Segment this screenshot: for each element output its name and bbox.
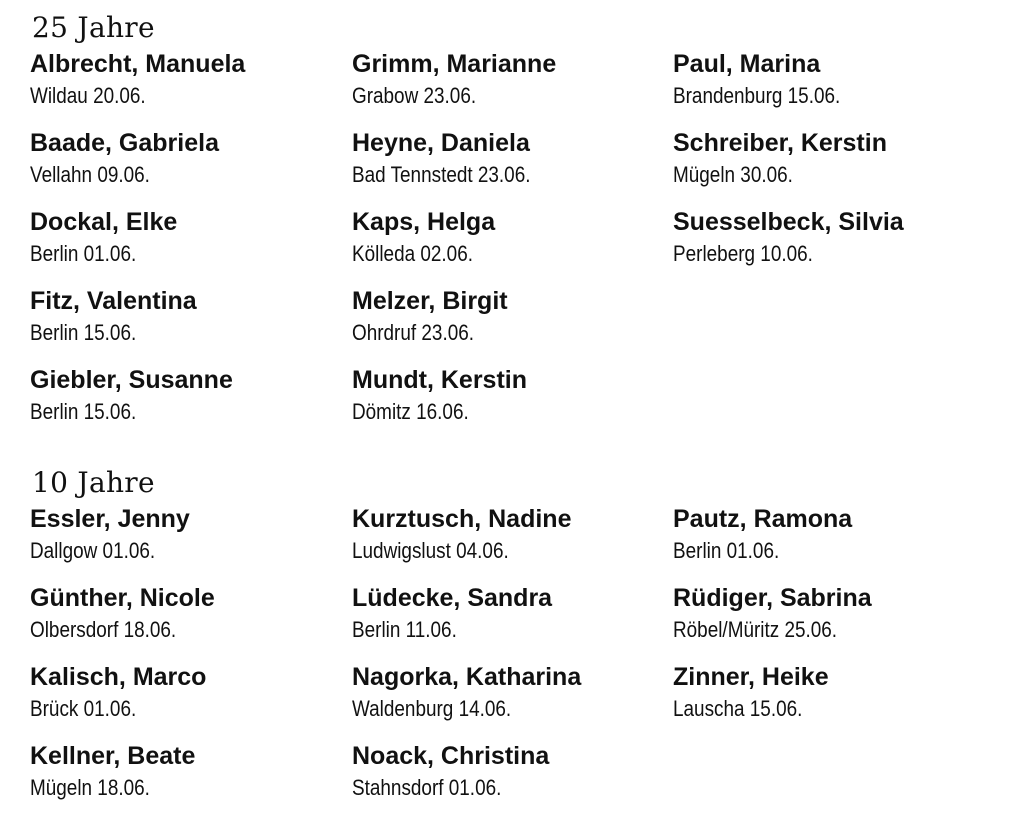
place-date: Berlin 01.06. bbox=[30, 241, 137, 266]
list-item bbox=[673, 582, 990, 661]
person-name: Dockal, Elke bbox=[30, 208, 178, 236]
place-date: Olbersdorf 18.06. bbox=[30, 617, 177, 642]
place-date: Grabow 23.06. bbox=[352, 83, 477, 108]
list-item bbox=[673, 127, 990, 206]
section-title: 10 Jahre bbox=[32, 466, 155, 499]
list-item bbox=[352, 206, 673, 285]
list-item bbox=[30, 503, 352, 582]
list-item bbox=[352, 661, 673, 740]
section-title: 25 Jahre bbox=[32, 11, 155, 44]
place-date: Mügeln 30.06. bbox=[673, 162, 793, 187]
list-item bbox=[30, 582, 352, 661]
person-name: Baade, Gabriela bbox=[30, 129, 219, 157]
list-item bbox=[673, 48, 990, 127]
list-item bbox=[30, 206, 352, 285]
person-name: Zinner, Heike bbox=[673, 663, 829, 691]
place-date: Perleberg 10.06. bbox=[673, 241, 813, 266]
person-name: Fitz, Valentina bbox=[30, 287, 197, 315]
list-item bbox=[352, 582, 673, 661]
list-item bbox=[352, 48, 673, 127]
list-item bbox=[30, 48, 352, 127]
person-name: Suesselbeck, Silvia bbox=[673, 208, 904, 236]
place-date: Ohrdruf 23.06. bbox=[352, 320, 475, 345]
anniversary-list bbox=[30, 48, 990, 443]
person-name: Paul, Marina bbox=[673, 50, 821, 78]
person-name: Kellner, Beate bbox=[30, 742, 196, 770]
person-name: Schreiber, Kerstin bbox=[673, 129, 887, 157]
section-10-jahre bbox=[30, 463, 990, 819]
person-name: Melzer, Birgit bbox=[352, 287, 508, 315]
list-item bbox=[30, 127, 352, 206]
list-item bbox=[352, 503, 673, 582]
person-name: Albrecht, Manuela bbox=[30, 50, 246, 78]
place-date: Kölleda 02.06. bbox=[352, 241, 473, 266]
list-item bbox=[352, 364, 673, 443]
list-item bbox=[673, 206, 990, 285]
person-name: Giebler, Susanne bbox=[30, 366, 233, 394]
list-item bbox=[673, 661, 990, 740]
person-name: Kaps, Helga bbox=[352, 208, 496, 236]
list-item bbox=[352, 740, 673, 819]
person-name: Günther, Nicole bbox=[30, 584, 215, 612]
person-name: Nagorka, Katharina bbox=[352, 663, 582, 691]
list-item bbox=[30, 740, 352, 819]
place-date: Stahnsdorf 01.06. bbox=[352, 775, 502, 800]
place-date: Röbel/Müritz 25.06. bbox=[673, 617, 838, 642]
place-date: Berlin 01.06. bbox=[673, 538, 780, 563]
list-item bbox=[673, 503, 990, 582]
list-item bbox=[30, 364, 352, 443]
place-date: Lauscha 15.06. bbox=[673, 696, 803, 721]
person-name: Grimm, Marianne bbox=[352, 50, 557, 78]
place-date: Bad Tennstedt 23.06. bbox=[352, 162, 531, 187]
person-name: Noack, Christina bbox=[352, 742, 550, 770]
place-date: Wildau 20.06. bbox=[30, 83, 146, 108]
anniversary-list bbox=[30, 503, 990, 819]
place-date: Dömitz 16.06. bbox=[352, 399, 469, 424]
person-name: Lüdecke, Sandra bbox=[352, 584, 553, 612]
place-date: Waldenburg 14.06. bbox=[352, 696, 512, 721]
person-name: Rüdiger, Sabrina bbox=[673, 584, 872, 612]
person-name: Pautz, Ramona bbox=[673, 505, 853, 533]
place-date: Brück 01.06. bbox=[30, 696, 137, 721]
person-name: Mundt, Kerstin bbox=[352, 366, 527, 394]
place-date: Mügeln 18.06. bbox=[30, 775, 150, 800]
person-name: Kalisch, Marco bbox=[30, 663, 207, 691]
place-date: Berlin 11.06. bbox=[352, 617, 457, 642]
place-date: Brandenburg 15.06. bbox=[673, 83, 841, 108]
list-item bbox=[352, 285, 673, 364]
list-item bbox=[352, 127, 673, 206]
place-date: Vellahn 09.06. bbox=[30, 162, 150, 187]
place-date: Ludwigslust 04.06. bbox=[352, 538, 509, 563]
person-name: Heyne, Daniela bbox=[352, 129, 530, 157]
list-item bbox=[30, 285, 352, 364]
place-date: Berlin 15.06. bbox=[30, 399, 137, 424]
list-item bbox=[30, 661, 352, 740]
person-name: Kurztusch, Nadine bbox=[352, 505, 572, 533]
person-name: Essler, Jenny bbox=[30, 505, 190, 533]
section-25-jahre bbox=[30, 8, 990, 443]
place-date: Berlin 15.06. bbox=[30, 320, 137, 345]
place-date: Dallgow 01.06. bbox=[30, 538, 156, 563]
